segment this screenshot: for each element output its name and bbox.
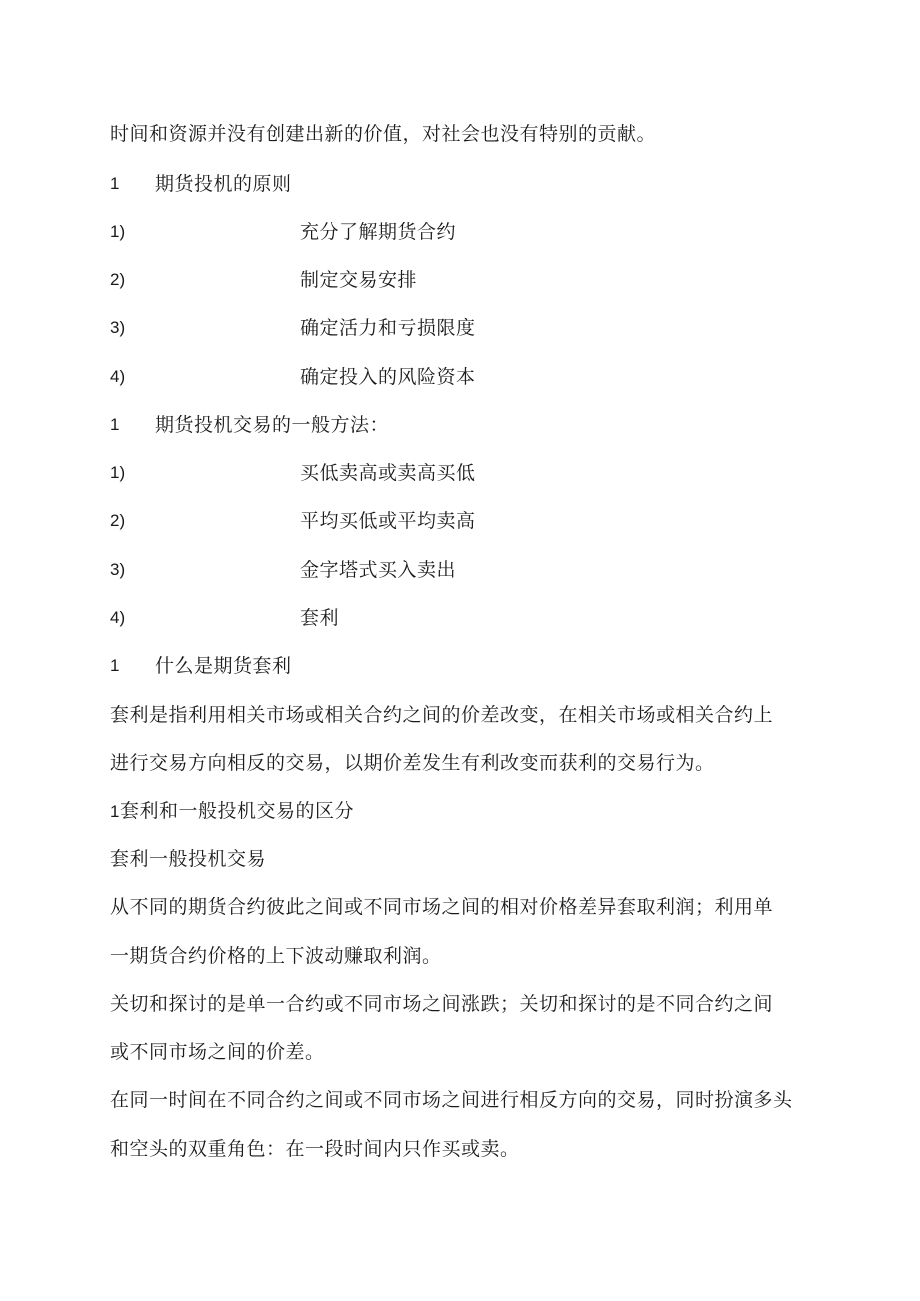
section2-title: 期货投机交易的一般方法： bbox=[155, 414, 390, 436]
intro-text: 时间和资源并没有创建出新的价值，对社会也没有特别的贡献。 bbox=[110, 123, 657, 145]
section3-paragraph-line2: 进行交易方向相反的交易，以期价差发生有利改变而获利的交易行为。 bbox=[110, 752, 715, 774]
section1-item1-text: 充分了解期货合约 bbox=[300, 221, 457, 243]
section4-p3-line1: 在同一时间在不同合约之间或不同市场之间进行相反方向的交易，同时扮演多头 bbox=[110, 1089, 793, 1111]
section1-item3-text: 确定活力和亏损限度 bbox=[300, 317, 476, 339]
section1-item4-text: 确定投入的风险资本 bbox=[300, 366, 476, 388]
section3-number: 1 bbox=[110, 656, 120, 675]
section4-p2-line1: 关切和探讨的是单一合约或不同市场之间涨跌；关切和探讨的是不同合约之间 bbox=[110, 993, 774, 1015]
section1-item2-number: 2) bbox=[110, 270, 126, 289]
section2-item1-text: 买低卖高或卖高买低 bbox=[300, 462, 476, 484]
section4-p2-line2: 或不同市场之间的价差。 bbox=[110, 1041, 325, 1063]
section4-p1-line1: 从不同的期货合约彼此之间或不同市场之间的相对价格差异套取利润；利用单 bbox=[110, 896, 774, 918]
section2-item2-number: 2) bbox=[110, 511, 126, 530]
section1-item1-number: 1) bbox=[110, 222, 126, 241]
section1-item4-number: 4) bbox=[110, 367, 126, 386]
section1-number: 1 bbox=[110, 174, 120, 193]
section4-title: 套利和一般投机交易的区分 bbox=[119, 800, 354, 822]
section2-item1-number: 1) bbox=[110, 463, 126, 482]
section3-paragraph-line1: 套利是指利用相关市场或相关合约之间的价差改变，在相关市场或相关合约上 bbox=[110, 704, 774, 726]
section4-p3-line2: 和空头的双重角色：在一段时间内只作买或卖。 bbox=[110, 1138, 520, 1160]
section1-item2-text: 制定交易安排 bbox=[300, 269, 418, 291]
section2-item3-text: 金字塔式买入卖出 bbox=[300, 559, 457, 581]
section3-title: 什么是期货套利 bbox=[155, 655, 292, 677]
section4-subtitle: 套利一般投机交易 bbox=[110, 848, 267, 870]
section4-number: 1 bbox=[110, 802, 120, 821]
section1-item3-number: 3) bbox=[110, 318, 126, 337]
section2-item4-number: 4) bbox=[110, 608, 126, 627]
section1-title: 期货投机的原则 bbox=[155, 173, 292, 195]
section2-item3-number: 3) bbox=[110, 560, 126, 579]
section4-p1-line2: 一期货合约价格的上下波动赚取利润。 bbox=[110, 945, 442, 967]
section2-item4-text: 套利 bbox=[300, 607, 340, 629]
section2-item2-text: 平均买低或平均卖高 bbox=[300, 510, 476, 532]
section4-heading bbox=[110, 798, 354, 825]
section2-number: 1 bbox=[110, 415, 120, 434]
